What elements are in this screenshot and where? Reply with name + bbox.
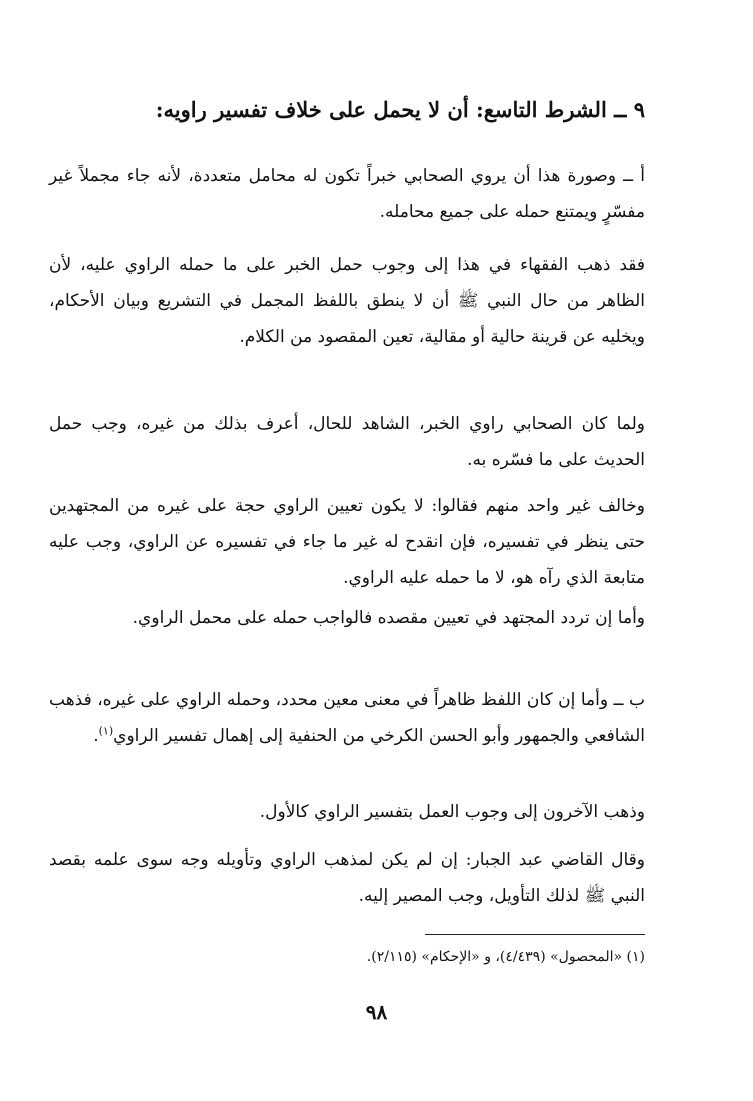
paragraph-1: أ ــ وصورة هذا أن يروي الصحابي خبراً تكون له محامل متعددة، لأنه جاء مجملاً غير مفسّرٍ ويمتنع حمله على جميع محامله. [49,166,645,222]
paragraph-7: وذهب الآخرون إلى وجوب العمل بتفسير الراوي كالأول. [259,802,645,822]
paragraph-5: وأما إن تردد المجتهد في تعيين مقصده فالواجب حمله على محمل الراوي. [132,608,645,628]
paragraph-6-text: ب ــ وأما إن كان اللفظ ظاهراً في معنى معين محدد، وحمله الراوي على غيره، فذهب الشافعي والجمهور وأبو الحسن الكرخي من الحنفية إلى إهمال تفسير الراوي [49,690,645,746]
paragraph-3: ولما كان الصحابي راوي الخبر، الشاهد للحال، أعرف بذلك من غيره، وجب حمل الحديث على ما فسّره به. [49,414,645,470]
page-number: ٩٨ [365,1000,388,1024]
footnote: (١) «المحصول» (٤/٤٣٩)، و «الإحكام» (٢/١١٥). [366,949,645,965]
paragraph-6 [49,682,645,754]
paragraph-6-period: . [93,726,99,746]
paragraph-2: فقد ذهب الفقهاء في هذا إلى وجوب حمل الخبر على ما حمله الراوي عليه، لأن الظاهر من حال النبي ﷺ أن لا ينطق باللفظ المجمل في التشريع وبيان الأحكام، ويخليه عن قرينة حالية أو مقالية، تعين المقصود من الكلام. [49,255,645,347]
footnote-separator [425,934,645,935]
section-heading: ٩ ــ الشرط التاسع: أن لا يحمل على خلاف تفسير راويه: [155,97,645,122]
paragraph-8: وقال القاضي عبد الجبار: إن لم يكن لمذهب الراوي وتأويله وجه سوى علمه بقصد النبي ﷺ لذلك التأويل، وجب المصير إليه. [49,850,645,906]
paragraph-4: وخالف غير واحد منهم فقالوا: لا يكون تعيين الراوي حجة على غيره من المجتهدين حتى ينظر في تفسيره، فإن انقدح له غير ما جاء في تفسيره عن الراوي، وجب عليه متابعة الذي رآه هو، لا ما حمله عليه الراوي. [49,496,645,588]
footnote-marker: (١) [98,724,114,738]
